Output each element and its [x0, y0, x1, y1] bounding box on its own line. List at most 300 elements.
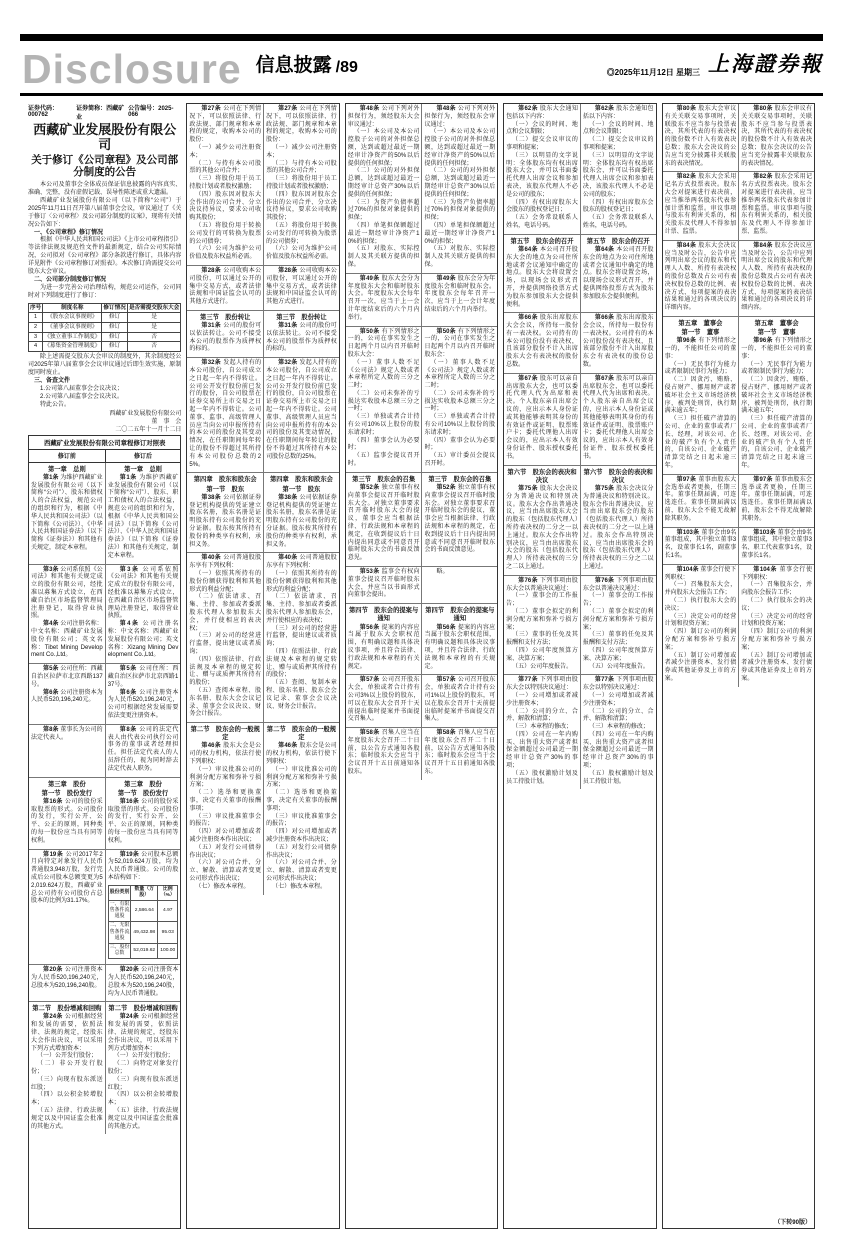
paragraph: （三）将股份用于员工持股计划或者股权激励； [189, 176, 262, 190]
comparison-row [504, 234, 655, 313]
table-cell: 否 [127, 332, 181, 342]
paragraph: 三、备查文件 [34, 377, 71, 384]
paragraph: 第48条 公司下列对外担保行为，须经股东大会审议通过： [347, 106, 420, 128]
table-row [29, 332, 181, 342]
cell-after [580, 675, 656, 789]
paragraph: 第27条 公司在下列情况下，可以依照法律、行政法规、部门规章和本章程的规定，收购本公司的股份： [189, 106, 262, 144]
mini-table-cell: 52,019.62 [131, 943, 158, 958]
paragraph: （一）会议的时间、地点和会议期限； [582, 121, 654, 136]
section-heading: 第一节 董事 [681, 329, 720, 337]
paragraph: 第24条 公司根据经营和发展的需要，依照法律、法规的规定，经股东会作出决议，可以采用下列方式增加资本： [107, 1014, 179, 1052]
cell-after [105, 778, 181, 849]
continued-note: （下转90版） [770, 1217, 811, 1226]
comparison-row [663, 474, 814, 527]
systems-table [28, 303, 181, 353]
paragraph: （五）对发行公司债券作出决议； [189, 844, 262, 859]
paragraph: 第31条 公司的股份可以依法转让。公司不接受本公司的股票作为质押权的标的。 [189, 323, 262, 353]
table-cell: 3 [29, 332, 43, 342]
paragraph: 1.公司第八届董事会会议决议； [40, 385, 124, 392]
paragraph: （三）单独或者合计持有公司10%以上股份的股东请求时； [424, 414, 496, 436]
paragraph: （二）公司的分立、合并、解散和清算； [506, 708, 578, 723]
paragraph: 第27条 公司在下列情况下，可以依照法律、行政法规、部门规章和本章程的规定，收购本公司的股份： [266, 106, 337, 144]
paragraph: 略。 [436, 569, 449, 575]
section-heading: 第五节 股东会的召开 [510, 237, 574, 245]
paragraph: （二）公司未弥补的亏损达实收股本总额三分之一时； [424, 390, 496, 413]
cell-after [421, 604, 497, 674]
paragraph: 第57条 公司召开股东会，单独或者合计持有公司1%以上股份的股东，可以在股东会召开十天前提出临时提案并书面提交召集人。 [424, 677, 496, 723]
announcement-post-paragraphs [28, 354, 181, 409]
cell-before [346, 104, 422, 273]
paragraph: 第103条 董事会由9名董事组成，其中独立董事3名，设董事长1名，副董事长1名。 [664, 529, 737, 559]
table-cell: 修订 [102, 323, 127, 333]
paragraph: 西藏矿业发展股份有限公司（以下简称“公司”）于2025年11月11日召开第八届董事会会议，审议通过了《关于修订〈公司章程〉及公司部分制度的议案》，现将有关情况公告如下： [28, 197, 182, 228]
cell-after [105, 965, 181, 1001]
cell-before [504, 235, 580, 313]
mini-table-cell: 100.00 [158, 943, 178, 958]
announcement [28, 103, 181, 435]
mini-table-cell: 95.03 [158, 922, 178, 943]
paragraph: （三）董事的任免及其报酬和支付方法； [582, 632, 654, 647]
comparison-row [663, 564, 814, 687]
paragraph: （四）对公司增加或者减少注册资本作出决议； [189, 829, 262, 843]
paragraph: （四）制订公司的利润分配方案和弥补亏损方案； [664, 629, 737, 651]
cell-after [421, 728, 497, 780]
cell-after [738, 475, 814, 527]
paragraph: 第56条 提案的内容应当属于股东会职权范围，有明确议题和具体决议事项，并且符合法律、行政法规和本章程的有关规定。 [424, 624, 496, 670]
paragraph: （二）选举和更换董事，决定有关董事的报酬事项； [266, 790, 337, 812]
cell-before [187, 473, 263, 552]
section-title-wrap [256, 50, 358, 86]
section-heading: 第五章 董事会 [678, 319, 723, 327]
paragraph: 第49条 股东大会分为年度股东大会和临时股东大会。年度股东大会每年召开一次，应当于上一会计年度结束后的六个月内举行。 [347, 275, 420, 321]
table-header-cell: 序号 [29, 303, 43, 313]
top-divider [20, 34, 823, 41]
masthead-divider [20, 93, 823, 96]
paragraph: （三）决定公司的经营计划和投资方案； [741, 613, 812, 628]
paragraph: （四）依照法律、行政法规及本章程的规定转让、赠与或质押其所持有的股份； [189, 656, 262, 687]
page-column-2 [186, 103, 339, 1229]
page-column-5 [662, 103, 815, 1229]
paragraph: （一）召集股东大会，并向股东大会报告工作； [664, 582, 737, 597]
paragraph: 第8条 公司的法定代表人由代表公司执行公司事务的董事或者经理担任。担任法定代表人的人员辞任的，视为同时辞去法定代表人职务。 [107, 726, 179, 772]
paragraph: （四）有权出席股东大会股东的股权登记日； [506, 199, 578, 214]
paragraph: （二）公司的对外担保总额，达到或超过最近一期经审计总资产30%以后提供的任何担保； [347, 168, 420, 198]
cell-after [738, 104, 814, 171]
table-cell: 修订 [102, 332, 127, 342]
paragraph: （一）董事会的工作报告； [582, 593, 654, 608]
paragraph: （五）制订公司增加或者减少注册资本、发行债券或其他证券及上市的方案。 [741, 652, 812, 682]
paragraph: （五）查阅、复制本章程、股东名册、股东会会议记录、董事会会议决议、财务会计报告。 [266, 680, 337, 710]
cell-before [187, 311, 263, 357]
paragraph: 第58条 召集人应当在年度股东大会召开二十日前，以公告方式通知各股东；临时股东大会应当于会议召开十五日前通知各股东。 [347, 730, 420, 776]
paragraph: 特此公告。 [40, 401, 71, 408]
section-heading: 第六节 股东会的表决和决议 [507, 468, 577, 484]
paragraph: 第28条 公司收购本公司股份，可以通过公开的集中交易方式，或者法律法规和中国证监会认可的其他方式进行。 [266, 267, 337, 306]
comparison-row [504, 312, 655, 373]
table-cell: 2 [29, 323, 43, 333]
masthead [22, 46, 823, 93]
page-column-3 [345, 103, 498, 1229]
paragraph: 第20条 公司注册资本为人民币520,196,240元，总股本为520,196,240股。 [31, 967, 103, 989]
cell-after [421, 274, 497, 326]
paragraph: （四）单笔担保额超过最近一期经审计净资产10%的担保； [347, 222, 420, 245]
paragraph: （五）会务常设联系人姓名，电话号码。 [582, 215, 654, 229]
paragraph: （四）对公司增加或者减少注册资本作出决议； [266, 829, 337, 843]
paragraph: 第67条 股东可以亲自出席股东会，也可以委托代理人代为出席和表决。个人股东亲自出席会议的，应出示本人身份证或其他能够表明其身份的有效证件或证明、股票账户卡；委托代理他人出席会议的，应出示本人有效身份证件、股东授权委托书。 [582, 375, 654, 460]
paragraph: 第4条 公司注册名称：中文名称：西藏矿业发展股份有限公司；英文名称：Xizang Mining Development Co.,Ltd。 [107, 621, 179, 659]
paragraph: （五）股权激励计划及员工持股计划。 [506, 770, 578, 785]
cell-before [346, 274, 422, 326]
cell-before [29, 565, 105, 664]
stock-meta [28, 103, 181, 121]
table-cell: 修订 [102, 313, 127, 323]
cell-after [421, 473, 497, 566]
section-heading: 第一节 股东 [206, 485, 245, 493]
cell-before [504, 104, 580, 234]
comparison-row [346, 674, 497, 727]
page-number: /89 [335, 59, 358, 76]
comparison-row [663, 316, 814, 474]
signoff-line: 西藏矿业发展股份有限公司 [109, 410, 182, 417]
comparison-row [504, 674, 655, 789]
paragraph: 根据《中华人民共和国公司法》《上市公司章程指引》等法律法规及规范性文件的最新规定，结合公司实际情况，公司拟对《公司章程》部分条款进行修订，具体内容详见附件《公司章程修订对照表》。本次修订尚需提交公司股东大会审议。 [28, 237, 182, 276]
comparison-column-labels [29, 450, 180, 463]
paragraph: （一）无民事行为能力或者限制民事行为能力； [741, 361, 812, 376]
cell-before [29, 725, 105, 777]
signoff-line: 董 事 会 [151, 418, 182, 425]
table-row [29, 323, 181, 333]
paragraph: （一）减少公司注册资本； [189, 144, 262, 159]
cell-after [105, 850, 181, 964]
cell-after [263, 723, 339, 894]
paragraph: 第48条 公司下列对外担保行为，须经股东会审议通过： [424, 106, 496, 128]
paragraph: （四）单笔担保额超过最近一期经审计净资产10%的担保； [424, 222, 496, 245]
comparison-row [29, 777, 180, 849]
cell-after [580, 313, 656, 373]
comparison-row [663, 527, 814, 564]
comparison-row [346, 104, 497, 273]
comparison-row [346, 472, 497, 566]
paragraph: （三）向现有股东派送红股； [107, 1076, 179, 1091]
cell-before [504, 466, 580, 575]
paragraph: 第3条 公司系依照《公司法》和其他有关规定成立的股份有限公司，经批准以募集方式设立，在西藏自治区市场监督管理局注册登记，取得营业执照。 [31, 566, 103, 620]
paragraph: 二、公司部分制度修订情况 [34, 276, 107, 283]
comparison-row [346, 727, 497, 780]
paragraph: （一）本公司及本公司控股子公司的对外担保总额，达到或超过最近一期经审计净资产的50%以后提供的任何担保； [347, 129, 420, 167]
paragraph: 第53条 监事会有权向董事会提议召开临时股东大会，并应当以书面形式向董事会提出。 [347, 569, 420, 599]
paragraph: 第96条 有下列情形之一的，不能担任公司的董事： [664, 338, 737, 360]
comparison-table-cont [503, 103, 656, 1229]
stock-code: 证券代码：000762 [28, 106, 59, 118]
paragraph: （三）担任破产清算的公司、企业的董事或者厂长、经理，对该公司、企业的破产负有个人责任的，自该公司、企业破产清算完结之日起未逾三年。 [664, 416, 737, 470]
paragraph: （一）依照其所持有的股份份额获得股利和其他形式的利益分配； [266, 570, 337, 593]
paragraph: 第66条 股东出席股东会会议，所持每一股份有一表决权。公司持有的本公司股份没有表决权，且该部分股份不计入出席股东会有表决权的股份总数。 [582, 315, 654, 369]
paragraph: （七）修改本章程。 [272, 883, 327, 890]
section-heading: 第一章 总则 [124, 465, 162, 473]
cell-after [263, 266, 339, 310]
paragraph: （五）公司年度报告。 [512, 663, 573, 670]
paragraph: （四）以公积金转增股本； [107, 1092, 179, 1107]
paragraph: （二）公司未弥补的亏损达实收股本总额三分之一时； [347, 390, 420, 413]
paragraph: 第57条 公司召开股东大会，单独或者合计持有公司3%以上股份的股东，可以在股东大会召开十天前提出临时提案并书面提交召集人。 [347, 677, 420, 723]
paragraph: 第66条 股东出席股东大会会议，所持每一股份有一表决权。公司持有的本公司股份没有表决权，且该部分股份不计入出席股东大会有表决权的股份总数。 [506, 315, 578, 369]
paragraph: （三）本章程的修改； [512, 724, 573, 731]
paragraph: （一）董事会的工作报告； [506, 593, 578, 608]
cell-before [663, 528, 739, 564]
paragraph: 第84条 股东大会决议应当及时公告，公告中应列明出席会议的股东和代理人人数、所持有表决权的股份总数及占公司有表决权股份总数的比例、表决方式、每项提案的表决结果和通过的各项决议的详细内容。 [664, 242, 737, 312]
cell-after [105, 463, 181, 564]
mini-table-cell: 比例（%） [158, 885, 178, 900]
comparison-row [663, 104, 814, 171]
page-body [28, 103, 815, 1229]
cell-before [504, 576, 580, 675]
paragraph: （四）公司在一年内购买、出售重大资产或者担保金额超过公司最近一期经审计总资产30%的事项； [582, 731, 654, 770]
newspaper-name: 上海證券報 [708, 51, 823, 76]
paragraph: （二）执行股东会的决议； [741, 597, 812, 612]
paragraph: （五）将股份用于转换公司发行的可转换为股票的公司债券； [266, 222, 337, 245]
cell-after [738, 565, 814, 687]
cell-before [29, 1002, 105, 1134]
paragraph: 第75条 股东会决议分为普通决议和特别决议。股东会作出普通决议，应当由出席股东会的股东（包括股东代理人）所持表决权的二分之一以上通过。股东会作出特别决议，应当由出席股东会的股东（包括股东代理人）所持表决权的三分之二以上通过。 [582, 485, 654, 570]
paragraph: 第32条 发起人持有的本公司股份，自公司成立之日起一年内不得转让。公司公开发行股份前已发行的股份，自公司股票在证券交易所上市交易之日起一年内不得转让。公司董事、监事、高级管理人员应当向公司申报所持有的本公司的股份及其变动情况，在任职期间每年转让的股份不得超过其所持有本公司股份总数的25%。 [189, 360, 262, 468]
paragraph: （一）无民事行为能力或者限制民事行为能力； [664, 361, 737, 376]
paragraph: 第64条 本公司召开股东会的地点为公司住所地或者会议通知中确定的地点。股东会将设置会场，以现场会议形式召开，并提供网络投票方式为股东参加股东会提供便利。 [582, 246, 654, 300]
cell-before [346, 675, 422, 727]
paragraph: （二）因贪污、贿赂、侵占财产、挪用财产或者破坏社会主义市场经济秩序，被判处刑罚，执行期满未逾五年； [664, 377, 737, 415]
paragraph: 第62条 股东大会通知包括以下内容： [506, 106, 578, 120]
paragraph: 第6条 公司注册资本为人民币520,196,240元。 [31, 689, 103, 704]
paragraph: （一）公开发行股份； [37, 1053, 98, 1060]
paragraph: 第103条 董事会由9名董事组成，其中独立董事3名、职工代表董事1名，设董事长1名。 [741, 529, 812, 559]
paragraph: （一）减少公司注册资本； [266, 144, 337, 159]
paragraph: （三）审议批准董事会的报告； [266, 813, 337, 828]
mini-table-cell: 4.97 [158, 901, 178, 922]
comparison-row [29, 849, 180, 964]
paragraph: 第20条 公司注册资本为人民币520,196,240元，总股本为520,196,240股，均为人民币普通股。 [107, 967, 179, 997]
paragraph: 第32条 发起人持有的本公司股份，自公司成立之日起一年内不得转让。公司公开发行股份前已发行的股份，自公司股票在证券交易所上市交易之日起一年内不得转让。公司董事、高级管理人员应当向公司申报所持有的本公司的股份及其变动情况，在任职期间每年转让的股份不得超过其所持有本公司股份总数的25%。 [266, 360, 337, 460]
comparison-row [346, 326, 497, 472]
announcement-paragraphs [28, 182, 181, 301]
paragraph: （四）公司在一年内购买、出售重大资产或者担保金额超过公司最近一期经审计总资产30%的事项； [506, 731, 578, 770]
paragraph: 第5条 公司住所：西藏自治区拉萨市北京西路137号。 [107, 666, 179, 688]
paragraph: （五）法律、行政法规规定以及中国证监会批准的其他方式。 [31, 1108, 103, 1130]
paragraph: （五）对股东、实际控制人及其关联方提供的担保。 [347, 246, 420, 268]
section-heading: 第一节 股份发行 [117, 789, 169, 797]
paragraph: 第16条 公司的股份采取股票的形式。公司股份的发行，实行公开、公平、公正的原则，同种类的每一股份应当具有同等权利。 [31, 798, 103, 844]
paragraph: （五）会务常设联系人姓名，电话号码。 [506, 215, 578, 229]
paragraph: （二）董事会拟定的利润分配方案和弥补亏损方案； [582, 608, 654, 631]
paragraph: （五）对发行公司债券作出决议； [266, 844, 337, 859]
date-line: ◎2025年11月12日 星期三 [606, 68, 700, 77]
paragraph: （三）对公司的经营进行监督，提出建议或者质询； [266, 625, 337, 648]
paragraph: 第97条 董事由股东会选举或者更换，任期三年。董事任期届满，可连选连任。董事任期届满以前，股东会不得无故解除其职务。 [741, 476, 812, 522]
cell-after [421, 675, 497, 727]
cell-before [346, 567, 422, 603]
paragraph: （四）以公积金转增股本； [31, 1092, 103, 1107]
section-heading: 第四章 股东和股东会 [269, 476, 333, 484]
paragraph: 第77条 下列事项由股东会以特别决议通过： [582, 677, 654, 692]
mini-table-cell: 二、无限售条件流通股 [108, 922, 131, 943]
paragraph: 第4条 公司注册名称：中文名称：西藏矿业发展股份有限公司；英文名称：Tibet Mining Development Co.,Ltd。 [31, 621, 103, 659]
section-heading: 第一节 股份发行 [41, 789, 93, 797]
paragraph: （二）选举和更换董事，决定有关董事的报酬事项； [189, 790, 262, 812]
paragraph: （二）公司的对外担保总额，达到或超过最近一期经审计总资产30%以后提供的任何担保； [424, 168, 496, 198]
cell-before [663, 317, 739, 474]
comparison-rows [663, 104, 814, 1228]
cell-before [29, 778, 105, 849]
paragraph: 本公司及董事会全体成员保证信息披露的内容真实、准确、完整，没有虚假记载、误导性陈述或重大遗漏。 [28, 182, 182, 196]
paragraph: （五）查阅本章程、股东名册、股东大会会议记录、董事会会议决议、财务会计报告。 [189, 687, 262, 718]
comparison-table-cont [186, 103, 339, 1229]
cell-after [105, 565, 181, 664]
paragraph: （四）股东因对股东会作出的公司合并、分立决议持异议，要求公司收购其股份； [266, 191, 337, 222]
paragraph: （二）非公开发行股份； [31, 1061, 103, 1076]
paragraph: （一）公司增加或者减少注册资本； [582, 692, 654, 707]
before-label: 修订前 [57, 454, 76, 461]
section-heading: 第三节 股份转让 [276, 313, 327, 321]
table-cell: 修订 [102, 342, 127, 352]
paragraph: （六）对公司合并、分立、解散、清算或者变更公司形式作出决议； [189, 860, 262, 882]
table-cell: 《董事会议事规则》 [43, 323, 102, 333]
table-header-cell: 修订情况 [102, 303, 127, 313]
paragraph: （三）向现有股东派送红股； [31, 1076, 103, 1091]
cell-before [29, 850, 105, 964]
cell-before [663, 172, 739, 239]
comparison-row [346, 603, 497, 674]
table-row [29, 313, 181, 323]
paragraph: 第80条 股东会审议有关关联交易事项时，关联股东不应当参与投票表决，其所代表的有表决权的股份数不计入有效表决总数；股东会决议的公告应当充分披露非关联股东的表决情况。 [741, 106, 812, 167]
comparison-rows [504, 104, 655, 1228]
section-heading: 第四节 股东会的提案与通知 [425, 607, 495, 623]
paragraph: 第75条 股东大会决议分为普通决议和特别决议。股东大会作出普通决议，应当由出席股东大会的股东（包括股东代理人）所持表决权的二分之一以上通过。股东大会作出特别决议，应当由出席股东大会的股东（包括股东代理人）所持表决权的三分之二以上通过。 [506, 485, 578, 570]
announcement-subtitle: 关于修订《公司章程》及公司部分制度的公告 [31, 153, 179, 179]
comparison-row [187, 104, 338, 265]
paragraph: （五）法律、行政法规规定以及中国证监会批准的其他方式。 [107, 1108, 179, 1130]
paragraph: 第76条 下列事项由股东会以普通决议通过： [582, 577, 654, 592]
section-heading: 第六节 股东会的表决和决议 [583, 468, 653, 484]
comparison-title: 西藏矿业发展股份有限公司章程修订对照表 [29, 436, 180, 450]
paragraph: （七）修改本章程。 [195, 883, 250, 890]
comparison-row [29, 564, 180, 664]
cell-after [580, 235, 656, 313]
paragraph: 第19条 公司2017年2月向特定对象发行人民币普通股3,948万股，发行完成后公司股本总额变更为52,019.624万股，西藏矿业总公司持有公司股份占总股本的比例为31.17%。 [31, 851, 103, 905]
section-heading: 第三章 股份 [124, 780, 162, 788]
paragraph: （五）审计委员会提议召开时。 [424, 453, 496, 468]
paragraph: 第77条 下列事项由股东大会以特别决议通过： [506, 677, 578, 692]
section-heading: 第四节 股东会的提案与通知 [348, 607, 419, 623]
masthead-right [607, 48, 823, 86]
paragraph: 第84条 股东会决议应当及时公告，公告中应列明出席会议的股东和代理人人数、所持有表决权的股份总数及占公司有表决权股份总数的比例、表决方式、每项提案的表决结果和通过的各项决议的详细内容。 [741, 242, 812, 312]
paragraph: （二）依法请求、召集、主持、参加或者委派股东代理人参加股东会，并行使相应的表决权； [266, 594, 337, 624]
cell-after [580, 104, 656, 234]
paragraph: （二）与持有本公司股票的其他公司合并； [189, 160, 262, 175]
paragraph: 为进一步完善公司治理结构，规范公司运作，公司同时对下列制度进行了修订： [28, 284, 182, 299]
paragraph: 第56条 提案的内容应当属于股东大会职权范围，有明确议题和具体决议事项，并且符合法律、行政法规和本章程的有关规定。 [347, 624, 420, 670]
paragraph: （二）与持有本公司股票的其他公司合并； [266, 160, 337, 175]
section-heading: 第二节 股东会的一般规定 [266, 726, 337, 742]
systems-table-header [29, 303, 181, 313]
cell-before [187, 553, 263, 722]
page-column-4 [503, 103, 656, 1229]
paragraph: 第40条 公司普通股股东享有下列权利： [266, 555, 337, 570]
cell-before [187, 266, 263, 310]
cell-after [738, 528, 814, 564]
cell-after [263, 553, 339, 722]
paragraph: （五）对股东、实际控制人及其关联方提供的担保。 [424, 246, 496, 268]
section-heading: 第三节 股东会的召集 [352, 475, 416, 483]
paragraph: （三）以明显的文字说明：全体股东均有权出席股东会，并可以书面委托代理人出席会议和参加表决，该股东代理人不必是公司的股东； [582, 152, 654, 198]
section-heading: 第二节 股份增减和回购 [108, 1005, 178, 1013]
paragraph: 第1条 为维护西藏矿业发展股份有限公司（以下简称“公司”）、股东和债权人的合法权益，规范公司的组织和行为，根据《中华人民共和国公司法》（以下简称《公司法》）、《中华人民共和国证券法》（以下简称《证券法》）和其他有关规定，制定本章程。 [31, 474, 103, 552]
paragraph: （一）公开发行股份； [113, 1053, 174, 1060]
paragraph: （三）单独或者合计持有公司10%以上股份的股东请求时； [347, 414, 420, 436]
comparison-row [346, 273, 497, 326]
comparison-row [504, 104, 655, 234]
cell-before [346, 728, 422, 780]
section-heading: 第三章 股份 [47, 780, 86, 788]
comparison-table-cont [662, 103, 815, 1229]
paragraph: （三）将股份用于员工持股计划或者股权激励； [266, 176, 337, 190]
cell-before [504, 313, 580, 373]
table-cell: 1 [29, 313, 43, 323]
table-header-cell: 制度名称 [43, 303, 102, 313]
cell-after [263, 358, 339, 472]
paragraph: 第82条 股东大会采用记名方式投票表决。股东大会对提案进行表决前，应当推举两名股东代表参加计票和监票。审议事项与股东有利害关系的，相关股东及代理人不得参加计票、监票。 [664, 174, 737, 235]
paragraph: 第76条 下列事项由股东大会以普通决议通过： [506, 577, 578, 592]
comparison-rows [29, 463, 180, 1228]
paragraph: （二）依法请求、召集、主持、参加或者委派股东代理人参加股东大会，并行使相应的表决权； [189, 594, 262, 632]
mini-table-cell: 2,586.64 [131, 901, 158, 922]
table-cell: 否 [127, 342, 181, 352]
cell-after [105, 1002, 181, 1134]
cell-before [663, 241, 739, 316]
mini-table-cell: 数量（万股） [131, 885, 158, 900]
stock-name: 证券简称：西藏矿业 [76, 106, 125, 121]
paragraph: 第46条 股东大会是公司的权力机构，依法行使下列职权： [189, 743, 262, 766]
comparison-row [663, 240, 814, 316]
section-heading: 第一节 董事 [757, 329, 796, 337]
paragraph: （四）公司年度预算方案、决算方案； [582, 647, 654, 662]
mini-table-cell: 一、有限售条件流通股 [108, 901, 131, 922]
cell-after [421, 327, 497, 472]
paragraph: 第97条 董事由股东大会选举或者更换，任期三年。董事任期届满，可连选连任。董事任期届满以前，股东大会不能无故解除其职务。 [664, 476, 737, 522]
cell-before [346, 604, 422, 674]
paragraph: （六）公司为维护公司价值及股东权益所必需。 [266, 246, 337, 261]
paragraph: 第82条 股东会采用记名方式投票表决。股东会对提案进行表决前，应当推举两名股东代表参加计票和监票。审议事项与股东有利害关系的，相关股东及代理人不得参加计票、监票。 [741, 174, 812, 235]
paragraph: 第1条 为维护西藏矿业发展股份有限公司（以下简称“公司”）、股东、职工和债权人的合法权益，规范公司的组织和行为，根据《中华人民共和国公司法》（以下简称《公司法》）、《中华人民共和国证券法》（以下简称《证券法》）和其他有关规定，制定本章程。 [107, 474, 179, 559]
paragraph: （二）公司的分立、合并、解散和清算； [582, 708, 654, 723]
paragraph: 一、《公司章程》修订情况 [34, 229, 104, 236]
signoff-block [28, 410, 181, 435]
section-title: 信息披露 [255, 55, 332, 76]
paragraph: 第19条 公司股本总额为52,019.624万股，均为人民币普通股。公司的股本结构如下： [107, 851, 179, 882]
paragraph: （五）公司年度报告。 [588, 663, 649, 670]
paragraph: 第49条 股东会分为年度股东会和临时股东会。年度股东会每年召开一次，应当于上一会计年度结束后的六个月内举行。 [424, 275, 496, 313]
comparison-row [187, 265, 338, 310]
comparison-row [187, 552, 338, 722]
paragraph: 第24条 公司根据经营和发展的需要，依照法律、法规的规定，经股东大会作出决议，可以采用下列方式增加资本： [31, 1014, 103, 1052]
cell-after [105, 725, 181, 777]
paragraph: 除上述需提交股东大会审议的制度外，其余制度经公司2025年第八届董事会会议审议通过后即生效实施，原制度同时废止。 [28, 354, 182, 376]
paragraph: 第104条 董事会行使下列职权： [664, 566, 737, 581]
paragraph: （一）董事人数不足《公司法》规定人数或者本章程所定人数的三分之二时； [424, 359, 496, 390]
paragraph: （一）审议批准公司的利润分配方案和弥补亏损方案； [189, 766, 262, 789]
paragraph: （二）因贪污、贿赂、侵占财产、挪用财产或者破坏社会主义市场经济秩序，被判处刑罚，执行期满未逾五年； [741, 377, 812, 415]
comparison-row [29, 724, 180, 777]
cell-before [187, 723, 263, 894]
share-structure-table [108, 885, 179, 959]
cell-after [580, 374, 656, 465]
